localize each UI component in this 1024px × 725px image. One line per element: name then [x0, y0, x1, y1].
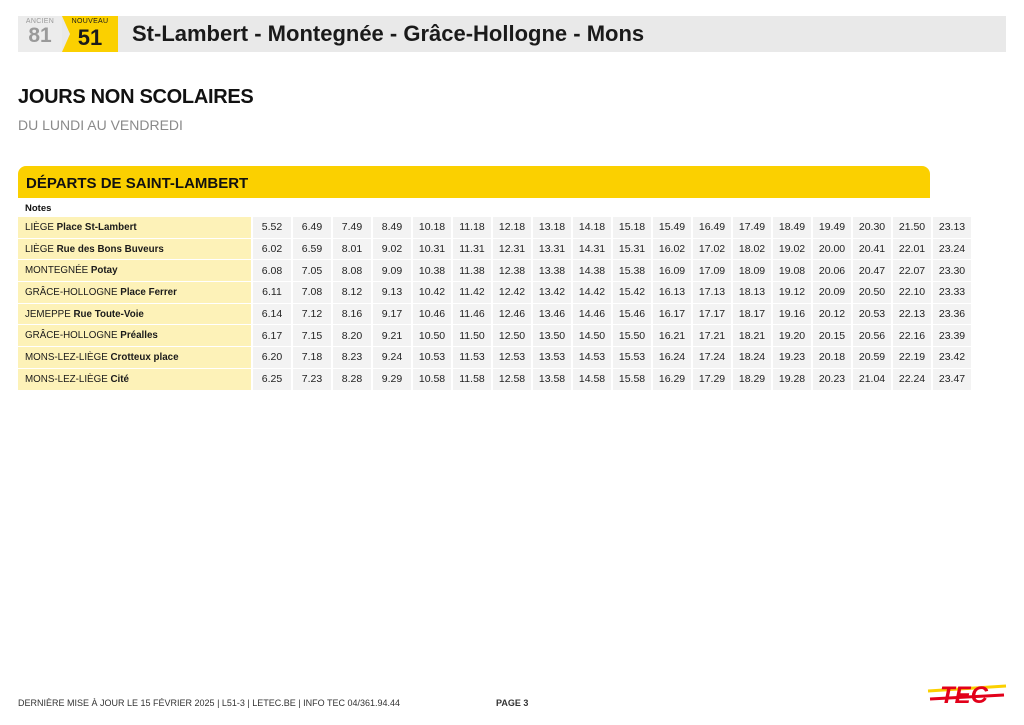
- departure-time: 23.13: [931, 217, 971, 239]
- departure-time: 6.59: [291, 239, 331, 261]
- departure-time: 20.41: [851, 239, 891, 261]
- departure-time: 20.50: [851, 282, 891, 304]
- stop-locality: LIÈGE: [25, 221, 54, 233]
- departure-time: 7.23: [291, 369, 331, 391]
- departure-time: 8.01: [331, 239, 371, 261]
- departure-time: 13.18: [531, 217, 571, 239]
- old-line-badge: [18, 16, 62, 52]
- departure-time: 18.09: [731, 260, 771, 282]
- departure-time: 17.09: [691, 260, 731, 282]
- departure-time: 16.09: [651, 260, 691, 282]
- departure-time: 23.24: [931, 239, 971, 261]
- departure-time: 8.49: [371, 217, 411, 239]
- departure-time: 6.02: [251, 239, 291, 261]
- departure-time: 6.49: [291, 217, 331, 239]
- departure-time: 11.46: [451, 304, 491, 326]
- notes-label: Notes: [25, 203, 52, 214]
- stop-place: Cité: [110, 373, 129, 385]
- departure-time: 9.21: [371, 325, 411, 347]
- departure-time: 17.24: [691, 347, 731, 369]
- departure-time: 12.31: [491, 239, 531, 261]
- svg-text:TEC: TEC: [940, 682, 988, 709]
- timetable-row: [18, 282, 971, 304]
- departure-time: 20.18: [811, 347, 851, 369]
- departure-time: 14.38: [571, 260, 611, 282]
- departure-time: 16.29: [651, 369, 691, 391]
- section-title: JOURS NON SCOLAIRES: [18, 86, 254, 108]
- departure-time: 22.07: [891, 260, 931, 282]
- departure-time: 9.02: [371, 239, 411, 261]
- departure-time: 13.53: [531, 347, 571, 369]
- departure-time: 8.08: [331, 260, 371, 282]
- departure-time: 8.16: [331, 304, 371, 326]
- departure-time: 19.16: [771, 304, 811, 326]
- departure-time: 9.17: [371, 304, 411, 326]
- timetable-row: [18, 347, 971, 369]
- stop-locality: MONS-LEZ-LIÈGE: [25, 373, 108, 385]
- departure-time: 18.29: [731, 369, 771, 391]
- tec-logo-icon: [926, 677, 1008, 711]
- departure-time: 6.11: [251, 282, 291, 304]
- departure-time: 22.24: [891, 369, 931, 391]
- departure-time: 10.38: [411, 260, 451, 282]
- departure-time: 6.14: [251, 304, 291, 326]
- departure-time: 17.17: [691, 304, 731, 326]
- departure-time: 20.06: [811, 260, 851, 282]
- departures-title: DÉPARTS DE SAINT-LAMBERT: [26, 175, 249, 192]
- stop-name: [18, 347, 251, 369]
- departure-time: 5.52: [251, 217, 291, 239]
- departure-time: 23.36: [931, 304, 971, 326]
- departure-time: 12.50: [491, 325, 531, 347]
- departure-time: 14.31: [571, 239, 611, 261]
- departure-time: 7.15: [291, 325, 331, 347]
- departure-time: 14.58: [571, 369, 611, 391]
- departure-time: 11.18: [451, 217, 491, 239]
- departure-time: 22.19: [891, 347, 931, 369]
- departure-time: 20.00: [811, 239, 851, 261]
- old-line-number: 81: [28, 24, 52, 47]
- footer-info: DERNIÈRE MISE À JOUR LE 15 FÉVRIER 2025 | L51-3 | LETEC.BE | INFO TEC 04/361.94.44: [18, 698, 400, 708]
- stop-place: Potay: [90, 265, 118, 277]
- departure-time: 18.49: [771, 217, 811, 239]
- departure-time: 20.09: [811, 282, 851, 304]
- departure-time: 10.58: [411, 369, 451, 391]
- stop-place: Crotteux place: [110, 351, 179, 363]
- departure-time: 10.50: [411, 325, 451, 347]
- departure-time: 7.12: [291, 304, 331, 326]
- stop-locality: MONTEGNÉE: [25, 265, 89, 277]
- departure-time: 12.18: [491, 217, 531, 239]
- departure-time: 16.02: [651, 239, 691, 261]
- departure-time: 7.49: [331, 217, 371, 239]
- departure-time: 13.46: [531, 304, 571, 326]
- departure-time: 18.24: [731, 347, 771, 369]
- departure-time: 21.50: [891, 217, 931, 239]
- departure-time: 19.28: [771, 369, 811, 391]
- stop-locality: MONS-LEZ-LIÈGE: [25, 351, 108, 363]
- departure-time: 19.02: [771, 239, 811, 261]
- timetable-row: [18, 304, 971, 326]
- departure-time: 14.53: [571, 347, 611, 369]
- departure-time: 6.17: [251, 325, 291, 347]
- departure-time: 17.29: [691, 369, 731, 391]
- stop-name: [18, 282, 251, 304]
- departure-time: 10.18: [411, 217, 451, 239]
- departure-time: 20.56: [851, 325, 891, 347]
- stop-place: Rue Toute-Voie: [73, 308, 144, 320]
- stop-name: [18, 239, 251, 261]
- stop-name: [18, 325, 251, 347]
- section-subtitle: DU LUNDI AU VENDREDI: [18, 117, 183, 133]
- departure-time: 13.31: [531, 239, 571, 261]
- departure-time: 15.53: [611, 347, 651, 369]
- departure-time: 14.46: [571, 304, 611, 326]
- stop-place: Place St-Lambert: [56, 221, 137, 233]
- departure-time: 11.42: [451, 282, 491, 304]
- departure-time: 14.18: [571, 217, 611, 239]
- new-line-number: 51: [77, 25, 103, 50]
- route-title: St-Lambert - Montegnée - Grâce-Hollogne - Mons: [132, 21, 645, 46]
- timetable: [18, 217, 971, 391]
- departure-time: 11.58: [451, 369, 491, 391]
- departure-time: 23.30: [931, 260, 971, 282]
- departure-time: 8.23: [331, 347, 371, 369]
- departure-time: 13.42: [531, 282, 571, 304]
- timetable-row: [18, 325, 971, 347]
- departure-time: 11.38: [451, 260, 491, 282]
- departure-time: 20.30: [851, 217, 891, 239]
- stop-place: Préalles: [120, 330, 158, 342]
- departure-time: 14.42: [571, 282, 611, 304]
- departure-time: 8.20: [331, 325, 371, 347]
- departure-time: 15.50: [611, 325, 651, 347]
- departures-header: [18, 166, 930, 198]
- timetable-row: [18, 217, 971, 239]
- departure-time: 11.53: [451, 347, 491, 369]
- departure-time: 14.50: [571, 325, 611, 347]
- departure-time: 23.47: [931, 369, 971, 391]
- departure-time: 16.13: [651, 282, 691, 304]
- departure-time: 12.46: [491, 304, 531, 326]
- departure-time: 22.01: [891, 239, 931, 261]
- departure-time: 12.38: [491, 260, 531, 282]
- new-line-badge: [62, 16, 118, 52]
- departure-time: 22.16: [891, 325, 931, 347]
- departure-time: 6.25: [251, 369, 291, 391]
- departure-time: 13.50: [531, 325, 571, 347]
- departure-time: 8.12: [331, 282, 371, 304]
- departure-time: 12.53: [491, 347, 531, 369]
- departure-time: 19.49: [811, 217, 851, 239]
- departure-time: 23.39: [931, 325, 971, 347]
- stop-name: [18, 260, 251, 282]
- departure-time: 8.28: [331, 369, 371, 391]
- departure-time: 16.17: [651, 304, 691, 326]
- departure-time: 16.24: [651, 347, 691, 369]
- departure-time: 9.09: [371, 260, 411, 282]
- timetable-row: [18, 260, 971, 282]
- departure-time: 16.49: [691, 217, 731, 239]
- departure-time: 12.58: [491, 369, 531, 391]
- departure-time: 16.21: [651, 325, 691, 347]
- departure-time: 9.24: [371, 347, 411, 369]
- departure-time: 9.13: [371, 282, 411, 304]
- departure-time: 17.21: [691, 325, 731, 347]
- departure-time: 23.42: [931, 347, 971, 369]
- departure-time: 15.58: [611, 369, 651, 391]
- departure-time: 6.08: [251, 260, 291, 282]
- departure-time: 15.18: [611, 217, 651, 239]
- departure-time: 20.53: [851, 304, 891, 326]
- departure-time: 18.21: [731, 325, 771, 347]
- departure-time: 13.58: [531, 369, 571, 391]
- stop-locality: GRÂCE-HOLLOGNE: [25, 286, 118, 298]
- departure-time: 7.08: [291, 282, 331, 304]
- departure-time: 10.53: [411, 347, 451, 369]
- departure-time: 11.31: [451, 239, 491, 261]
- departure-time: 15.49: [651, 217, 691, 239]
- departure-time: 15.46: [611, 304, 651, 326]
- departure-time: 20.23: [811, 369, 851, 391]
- departure-time: 18.13: [731, 282, 771, 304]
- departure-time: 19.12: [771, 282, 811, 304]
- departure-time: 6.20: [251, 347, 291, 369]
- departure-time: 18.17: [731, 304, 771, 326]
- departure-time: 17.13: [691, 282, 731, 304]
- footer: [18, 698, 529, 708]
- departure-time: 22.10: [891, 282, 931, 304]
- stop-name: [18, 217, 251, 239]
- new-line-label: NOUVEAU: [71, 18, 109, 25]
- stop-place: Rue des Bons Buveurs: [56, 243, 164, 255]
- departure-time: 15.42: [611, 282, 651, 304]
- departure-time: 9.29: [371, 369, 411, 391]
- departure-time: 19.08: [771, 260, 811, 282]
- departure-time: 20.12: [811, 304, 851, 326]
- departure-time: 21.04: [851, 369, 891, 391]
- departure-time: 12.42: [491, 282, 531, 304]
- departure-time: 22.13: [891, 304, 931, 326]
- stop-locality: JEMEPPE: [25, 308, 71, 320]
- departure-time: 15.31: [611, 239, 651, 261]
- departure-time: 10.42: [411, 282, 451, 304]
- stop-name: [18, 369, 251, 391]
- departure-time: 17.02: [691, 239, 731, 261]
- route-header: [18, 16, 1006, 52]
- departure-time: 19.23: [771, 347, 811, 369]
- departure-time: 7.05: [291, 260, 331, 282]
- departure-time: 20.59: [851, 347, 891, 369]
- departure-time: 15.38: [611, 260, 651, 282]
- departure-time: 17.49: [731, 217, 771, 239]
- departure-time: 20.15: [811, 325, 851, 347]
- departure-time: 20.47: [851, 260, 891, 282]
- departure-time: 10.31: [411, 239, 451, 261]
- departure-time: 10.46: [411, 304, 451, 326]
- departure-time: 11.50: [451, 325, 491, 347]
- departure-time: 18.02: [731, 239, 771, 261]
- stop-name: [18, 304, 251, 326]
- old-line-label: ANCIEN: [25, 18, 55, 25]
- stop-locality: LIÈGE: [25, 243, 54, 255]
- departure-time: 13.38: [531, 260, 571, 282]
- departure-time: 7.18: [291, 347, 331, 369]
- timetable-row: [18, 369, 971, 391]
- stop-locality: GRÂCE-HOLLOGNE: [25, 330, 118, 342]
- departure-time: 19.20: [771, 325, 811, 347]
- timetable-row: [18, 239, 971, 261]
- page-number: PAGE 3: [496, 698, 529, 708]
- stop-place: Place Ferrer: [120, 286, 177, 298]
- departure-time: 23.33: [931, 282, 971, 304]
